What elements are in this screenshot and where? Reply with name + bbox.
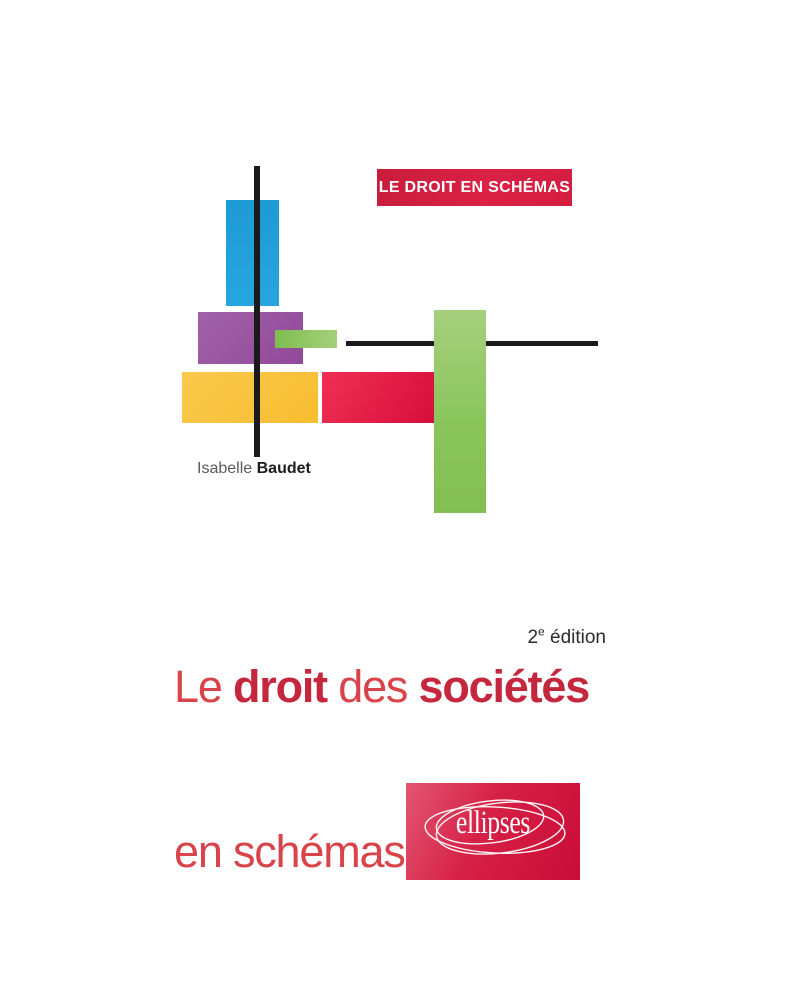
publisher-name: ellipses bbox=[455, 805, 530, 841]
book-title-line2: en schémas bbox=[174, 826, 405, 877]
book-title-line1 bbox=[174, 659, 644, 714]
artwork-green-tall-rectangle bbox=[434, 310, 486, 513]
publisher-logo bbox=[406, 783, 580, 880]
author-first-name: Isabelle bbox=[197, 460, 253, 477]
edition-number: 2 bbox=[527, 627, 539, 648]
title-word-des: des bbox=[326, 661, 419, 712]
edition-word: édition bbox=[544, 627, 606, 648]
artwork-yellow-rectangle bbox=[182, 372, 318, 423]
collection-banner bbox=[377, 169, 572, 206]
ellipses-logo-icon bbox=[406, 783, 580, 880]
author-last-name: Baudet bbox=[256, 460, 311, 477]
artwork-green-small-rectangle bbox=[275, 330, 337, 348]
title-word-le: Le bbox=[174, 661, 233, 712]
edition-label bbox=[500, 624, 606, 649]
artwork-vertical-line bbox=[254, 166, 260, 457]
book-title bbox=[174, 549, 644, 989]
collection-banner-label: LE DROIT EN SCHÉMAS bbox=[378, 178, 571, 196]
artwork-red-rectangle bbox=[322, 372, 434, 423]
author-name bbox=[197, 459, 311, 479]
title-word-droit: droit bbox=[232, 661, 327, 712]
title-word-societes: sociétés bbox=[418, 661, 590, 712]
edition-ordinal-suffix: e bbox=[538, 624, 545, 639]
artwork-blue-rectangle bbox=[226, 200, 279, 306]
